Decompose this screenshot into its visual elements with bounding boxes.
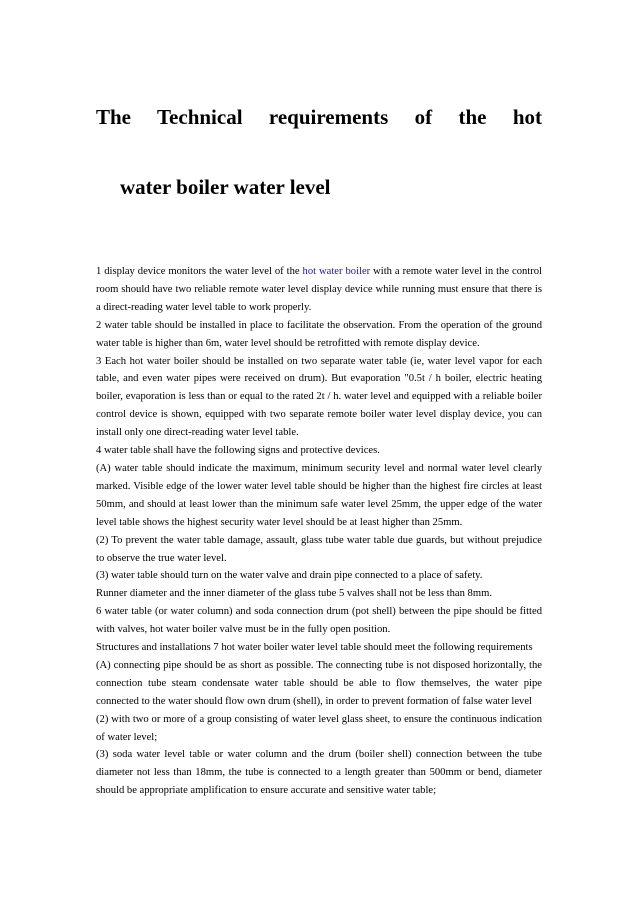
title-line-1: The Technical requirements of the hot xyxy=(96,105,542,129)
paragraph-2: 2 water table should be installed in place to facilitate the observation. From the operation of the ground water table is higher than 6m, water level should be retrofitted with remote display device. xyxy=(96,319,542,349)
paragraph-10: Structures and installations 7 hot water boiler water level table should meet the following requirements xyxy=(96,642,533,654)
paragraph-8: Runner diameter and the inner diameter of the glass tube 5 valves shall not be less than 8mm. xyxy=(96,588,492,600)
paragraph-3: 3 Each hot water boiler should be installed on two separate water table (ie, water level vapor for each table, and even water pipes were received on drum). But evaporation "0.5t / h boiler, electric heating boiler, evaporation is less than or equal to the rated 2t / h. water level and equipped with a reliable boiler control device is shown, equipped with two separate remote boiler water level display device, you can install only one direct-reading water level table. xyxy=(96,355,542,439)
paragraph-13: (3) soda water level table or water column and the drum (boiler shell) connection between the tube diameter not less than 18mm, the tube is connected to a length greater than 500mm or bend, diameter should be appropriate amplification to ensure accurate and sensitive water table; xyxy=(96,749,542,797)
paragraph-12: (2) with two or more of a group consisting of water level glass sheet, to ensure the continuous indication of water level; xyxy=(96,713,542,743)
paragraph-1-text-end: with a remote water level in the control room should have two reliable remote water level display device while running must ensure that there is a direct-reading water level table to work properly. xyxy=(96,266,542,313)
paragraph-4: 4 water table shall have the following signs and protective devices. xyxy=(96,445,380,457)
paragraph-6: (2) To prevent the water table damage, assault, glass tube water table due guards, but without prejudice to observe the true water level. xyxy=(96,534,542,564)
title-line-2: water boiler water level xyxy=(120,175,331,199)
paragraph-11: (A) connecting pipe should be as short as possible. The connecting tube is not disposed horizontally, the connection tube steam condensate water table should be able to flow themselves, the water pipe connected to the water should flow own drum (shell), in order to prevent formation of false water level xyxy=(96,659,542,707)
hot-water-boiler-link[interactable]: hot water boiler xyxy=(302,266,371,277)
paragraph-5: (A) water table should indicate the maximum, minimum security level and normal water level clearly marked. Visible edge of the lower water level table should be higher than the highest fire circles at least 50mm, and should at least lower than the minimum safe water level 25mm, the upper edge of the water level table shows the highest security water level should be at least higher than 25mm. xyxy=(96,462,542,528)
document-body xyxy=(96,263,542,800)
paragraph-1-text-start: 1 display device monitors the water level of the xyxy=(96,266,303,277)
paragraph-1 xyxy=(96,263,542,317)
paragraph-9: 6 water table (or water column) and soda connection drum (pot shell) between the pipe should be fitted with valves, hot water boiler valve must be in the fully open position. xyxy=(96,606,542,636)
paragraph-7: (3) water table should turn on the water valve and drain pipe connected to a place of safety. xyxy=(96,570,483,582)
